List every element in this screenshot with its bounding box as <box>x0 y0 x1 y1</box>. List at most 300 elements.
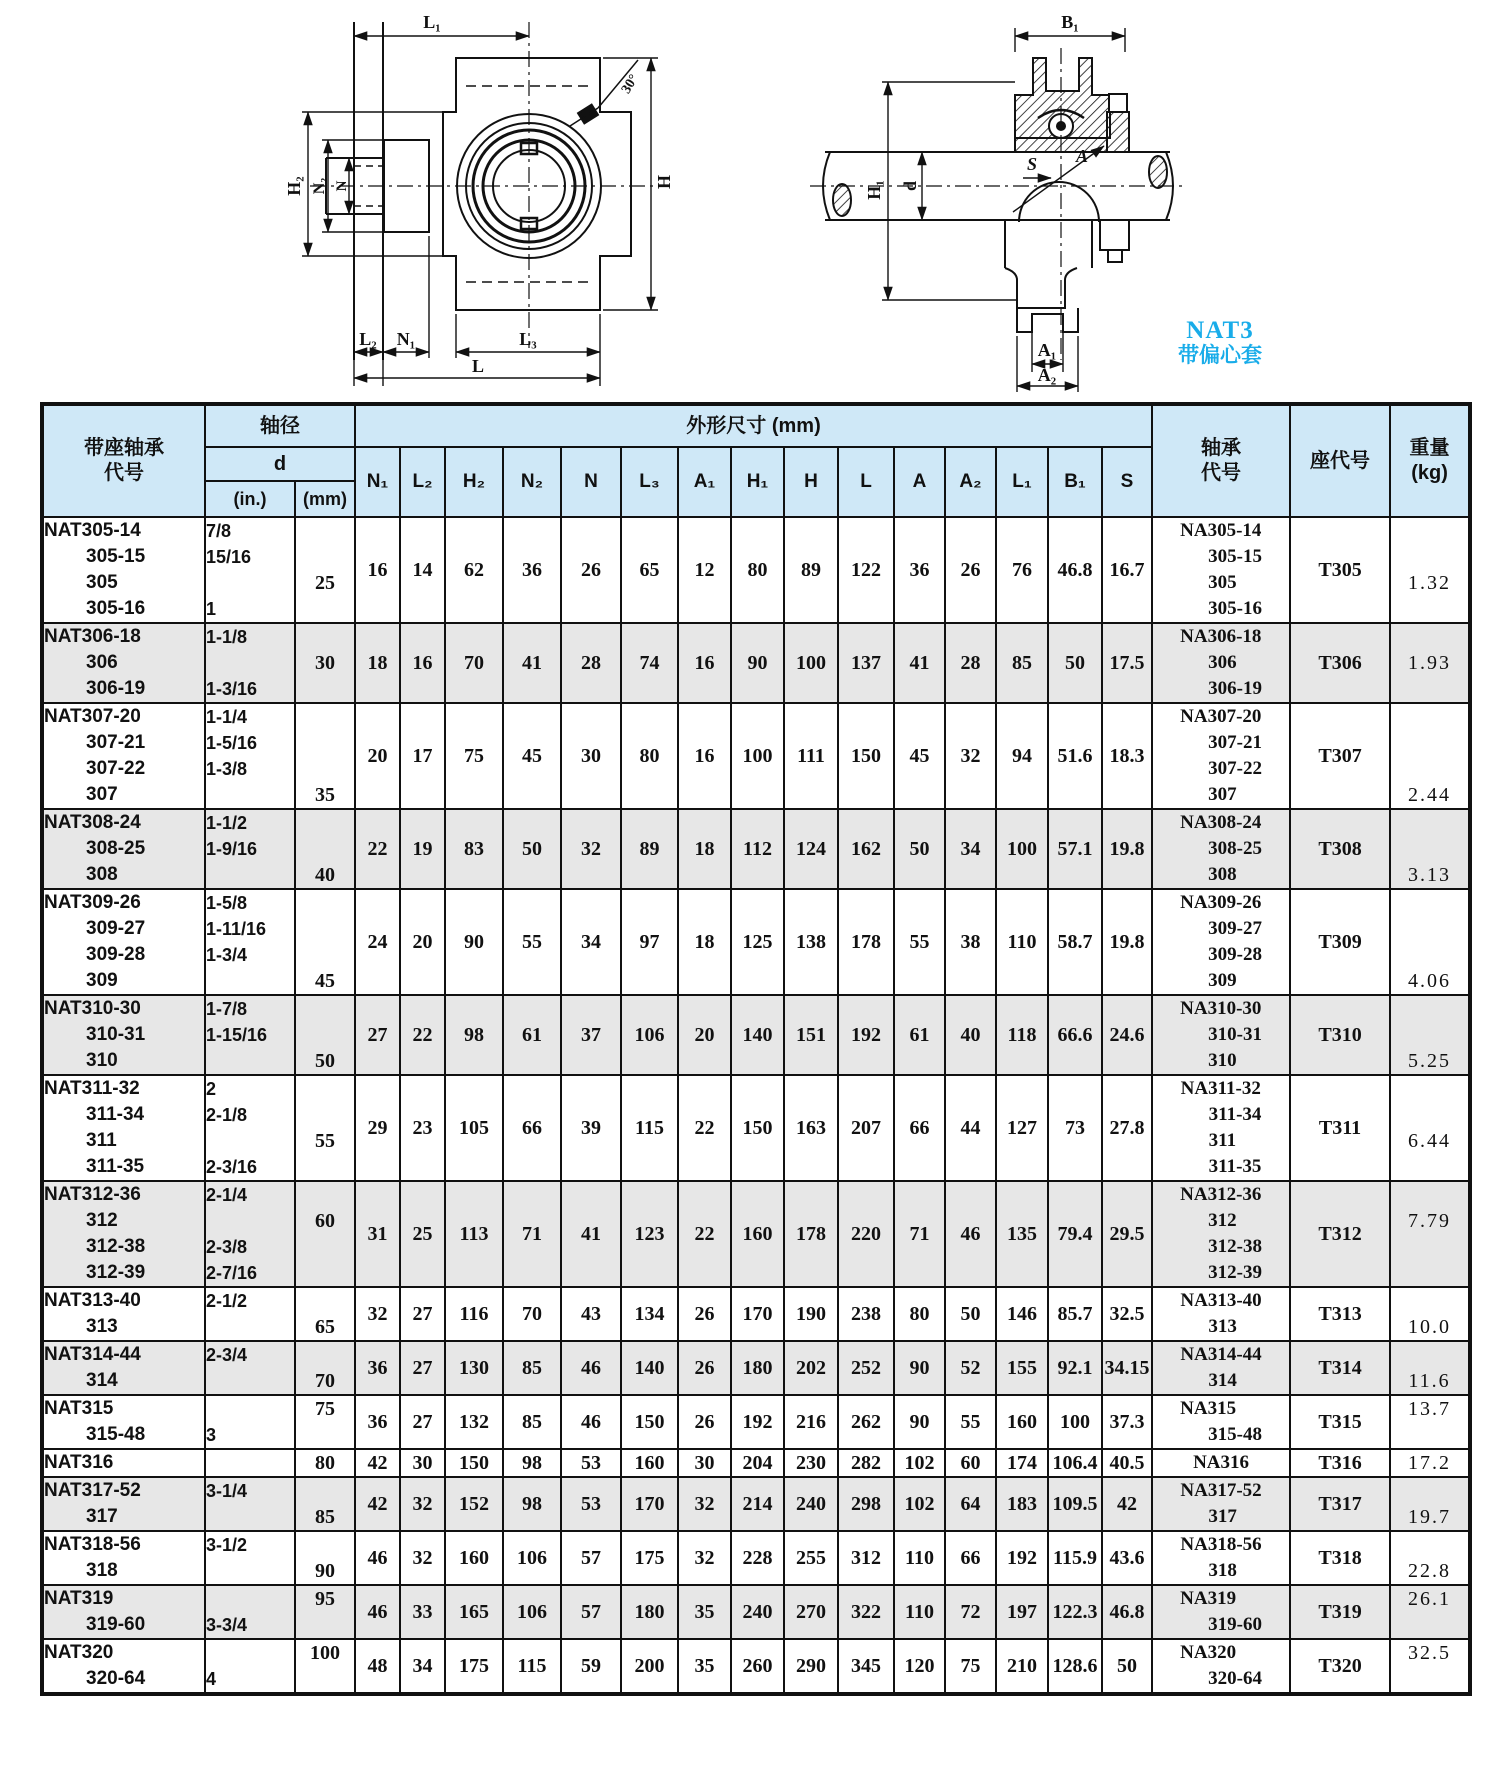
cell-line <box>206 650 294 676</box>
cell-line: NA316 <box>1193 1452 1250 1473</box>
cell-line: 319-60 <box>1208 1614 1262 1635</box>
cell-line: NA308-24 <box>1180 812 1262 833</box>
cell-line: NAT307-20 <box>44 706 141 727</box>
table-cell: 36 <box>894 517 945 623</box>
cell-line: 308-25 <box>86 838 146 859</box>
table-cell: 23 <box>400 1075 445 1181</box>
table-cell: 152 <box>445 1477 503 1531</box>
table-row <box>42 1341 1470 1395</box>
table-cell <box>1390 623 1470 703</box>
table-cell: 43.6 <box>1102 1531 1152 1585</box>
table-cell: 290 <box>784 1639 838 1694</box>
table-cell: 36 <box>503 517 561 623</box>
table-cell: 105 <box>445 1075 503 1181</box>
cell-line: NA313-40 <box>1180 1290 1262 1311</box>
table-cell <box>42 889 205 995</box>
cell-line <box>1391 1612 1468 1638</box>
table-cell: 216 <box>784 1395 838 1449</box>
cell-line: NA320 <box>1180 1642 1237 1663</box>
cell-line: 307-21 <box>1208 732 1262 753</box>
col-n1: N₁ <box>355 447 400 517</box>
table-cell: 72 <box>945 1585 996 1639</box>
cell-line: 100 <box>310 1642 340 1664</box>
table-cell: 110 <box>996 889 1048 995</box>
table-cell <box>42 1075 205 1181</box>
cell-line: 312-39 <box>86 1262 146 1283</box>
table-cell: 75 <box>945 1639 996 1694</box>
cell-line <box>1391 1288 1468 1314</box>
cell-line <box>296 704 354 730</box>
table-cell: 92.1 <box>1048 1341 1102 1395</box>
series-label <box>1178 318 1262 368</box>
cell-line <box>1391 1182 1468 1208</box>
table-cell: 32 <box>678 1477 731 1531</box>
table-cell: 16 <box>678 623 731 703</box>
col-l3: L₃ <box>621 447 678 517</box>
cell-line: 90 <box>315 1560 335 1582</box>
table-cell: 112 <box>731 809 784 889</box>
table-cell: T306 <box>1290 623 1390 703</box>
table-cell: 27 <box>400 1341 445 1395</box>
dim-label-a2: A₂ <box>1037 365 1057 385</box>
table-cell: 118 <box>996 995 1048 1075</box>
table-cell: T315 <box>1290 1395 1390 1449</box>
cell-line: 2-3/8 <box>206 1237 248 1257</box>
cell-line: 1-3/4 <box>206 945 248 965</box>
cell-line <box>296 1260 354 1286</box>
table-cell: 150 <box>621 1395 678 1449</box>
table-cell: 50 <box>1102 1639 1152 1694</box>
cell-line: 2-1/2 <box>206 1291 248 1311</box>
cell-line: 55 <box>315 1130 335 1152</box>
table-cell <box>42 1449 205 1477</box>
table-cell: 155 <box>996 1341 1048 1395</box>
cell-line: 313 <box>1208 1316 1237 1337</box>
table-cell: T316 <box>1290 1449 1390 1477</box>
table-cell <box>1152 1531 1290 1585</box>
table-cell: T305 <box>1290 517 1390 623</box>
table-cell: 27 <box>400 1395 445 1449</box>
cell-line <box>1391 1260 1468 1286</box>
table-cell: 106 <box>503 1531 561 1585</box>
table-cell: 228 <box>731 1531 784 1585</box>
table-cell: 16.7 <box>1102 517 1152 623</box>
table-cell: 122 <box>838 517 894 623</box>
table-cell: 53 <box>561 1477 621 1531</box>
cell-line <box>296 836 354 862</box>
col-weight-line2: (kg) <box>1411 462 1448 484</box>
cell-line: 314 <box>1208 1370 1237 1391</box>
cell-line <box>206 862 294 888</box>
table-cell: 106.4 <box>1048 1449 1102 1477</box>
table-cell <box>295 517 355 623</box>
cell-line: 311-34 <box>86 1104 145 1125</box>
cell-line: 318 <box>1208 1560 1237 1581</box>
table-cell: 45 <box>894 703 945 809</box>
table-row <box>42 703 1470 809</box>
table-cell: 26 <box>678 1287 731 1341</box>
table-cell: 150 <box>838 703 894 809</box>
cell-line: 312 <box>1208 1210 1237 1231</box>
table-cell <box>295 623 355 703</box>
table-cell: 85.7 <box>1048 1287 1102 1341</box>
table-cell: 59 <box>561 1639 621 1694</box>
col-bearing-code-line1: 轴承 <box>1201 437 1242 459</box>
table-cell: 32 <box>945 703 996 809</box>
table-cell: 57 <box>561 1531 621 1585</box>
cell-line <box>296 1478 354 1504</box>
table-cell: 66 <box>894 1075 945 1181</box>
table-cell: 26 <box>945 517 996 623</box>
table-cell: 46 <box>945 1181 996 1287</box>
col-part-code <box>42 404 205 517</box>
table-cell <box>205 1449 295 1477</box>
cell-line: 308-25 <box>1208 838 1262 859</box>
table-cell: 37 <box>561 995 621 1075</box>
table-cell <box>205 1477 295 1531</box>
cell-line <box>1391 942 1468 968</box>
table-cell: 175 <box>621 1531 678 1585</box>
table-cell: 90 <box>731 623 784 703</box>
cell-line <box>206 1048 294 1074</box>
cell-line: 17.2 <box>1408 1452 1452 1474</box>
cell-line: 3-1/4 <box>206 1481 248 1501</box>
cell-line: 3.13 <box>1408 864 1452 886</box>
cell-line: 320-64 <box>1208 1668 1262 1689</box>
table-cell: 127 <box>996 1075 1048 1181</box>
cell-line: NAT311-32 <box>44 1078 140 1099</box>
table-cell <box>1390 1449 1470 1477</box>
cell-line: 15/16 <box>206 547 252 567</box>
table-cell <box>1390 1287 1470 1341</box>
table-cell: 19.8 <box>1102 889 1152 995</box>
cell-line: 32.5 <box>1408 1642 1452 1664</box>
col-bearing-code-line2: 代号 <box>1201 462 1242 484</box>
cell-line: 1-9/16 <box>206 839 258 859</box>
table-cell: 115 <box>503 1639 561 1694</box>
table-cell: 66.6 <box>1048 995 1102 1075</box>
table-cell: 97 <box>621 889 678 995</box>
cell-line <box>1391 836 1468 862</box>
cell-line <box>206 1640 294 1666</box>
table-cell: 22 <box>678 1075 731 1181</box>
table-cell <box>295 1287 355 1341</box>
table-cell: 55 <box>894 889 945 995</box>
col-b1: B₁ <box>1048 447 1102 517</box>
table-cell: 38 <box>945 889 996 995</box>
table-row <box>42 1395 1470 1449</box>
table-cell: 100 <box>731 703 784 809</box>
table-cell: 137 <box>838 623 894 703</box>
cell-line: 1-1/8 <box>206 627 248 647</box>
table-cell <box>205 1075 295 1181</box>
table-cell: 39 <box>561 1075 621 1181</box>
table-cell <box>205 1531 295 1585</box>
table-cell <box>1390 1531 1470 1585</box>
cell-line: NAT317-52 <box>44 1480 141 1501</box>
cell-line: 65 <box>315 1316 335 1338</box>
table-cell <box>1152 1075 1290 1181</box>
col-n: N <box>561 447 621 517</box>
table-cell: 42 <box>1102 1477 1152 1531</box>
cell-line: NAT313-40 <box>44 1290 141 1311</box>
cell-line: 22.8 <box>1408 1560 1452 1582</box>
cell-line: 315-48 <box>86 1424 146 1445</box>
table-cell: 170 <box>731 1287 784 1341</box>
cell-line: 1-7/8 <box>206 999 248 1019</box>
cell-line <box>296 890 354 916</box>
table-cell <box>1152 1287 1290 1341</box>
table-cell <box>1152 517 1290 623</box>
cell-line <box>206 1586 294 1612</box>
table-cell: 202 <box>784 1341 838 1395</box>
cell-line: 308 <box>1208 864 1237 885</box>
table-cell <box>42 809 205 889</box>
table-cell: 200 <box>621 1639 678 1694</box>
table-cell: 55 <box>503 889 561 995</box>
dim-label-s: S <box>1026 154 1038 174</box>
col-bearing-code <box>1152 404 1290 517</box>
table-cell: 41 <box>894 623 945 703</box>
table-cell <box>295 889 355 995</box>
cell-line: 40 <box>315 864 335 886</box>
cell-line <box>1391 1422 1468 1448</box>
cell-line: 317 <box>86 1506 118 1527</box>
cell-line <box>296 916 354 942</box>
table-cell: 111 <box>784 703 838 809</box>
cell-line <box>296 1234 354 1260</box>
table-cell: 123 <box>621 1181 678 1287</box>
cell-line: 305-15 <box>86 546 146 567</box>
table-cell: 220 <box>838 1181 894 1287</box>
cell-line: 11.6 <box>1408 1370 1451 1392</box>
table-cell <box>205 1341 295 1395</box>
cell-line: 312-39 <box>1208 1262 1262 1283</box>
table-cell <box>1152 1395 1290 1449</box>
table-cell: 60 <box>945 1449 996 1477</box>
table-cell <box>295 1075 355 1181</box>
cell-line <box>206 1314 294 1340</box>
table-row <box>42 1639 1470 1694</box>
dim-label-h: H <box>654 174 674 190</box>
table-cell: 70 <box>445 623 503 703</box>
table-row <box>42 1287 1470 1341</box>
table-cell <box>42 703 205 809</box>
cell-line: 306-19 <box>86 678 146 699</box>
cell-line <box>1391 756 1468 782</box>
table-cell: 204 <box>731 1449 784 1477</box>
table-cell: 98 <box>503 1449 561 1477</box>
cell-line: 1-1/2 <box>206 813 248 833</box>
cell-line: 3-3/4 <box>206 1615 248 1635</box>
table-cell: 100 <box>1048 1395 1102 1449</box>
table-cell: 165 <box>445 1585 503 1639</box>
table-cell: 255 <box>784 1531 838 1585</box>
table-cell: 22 <box>400 995 445 1075</box>
table-cell: 28 <box>945 623 996 703</box>
series-subtitle: 带偏心套 <box>1178 344 1262 367</box>
table-row <box>42 1449 1470 1477</box>
col-part-code-line1: 带座轴承 <box>84 437 164 459</box>
table-cell: 120 <box>894 1639 945 1694</box>
cell-line: 305-16 <box>86 598 146 619</box>
table-cell <box>205 1395 295 1449</box>
cell-line <box>296 596 354 622</box>
table-cell <box>42 1531 205 1585</box>
table-cell: 252 <box>838 1341 894 1395</box>
table-cell: 61 <box>894 995 945 1075</box>
cell-line: 1-5/8 <box>206 893 248 913</box>
cell-line <box>1391 518 1468 544</box>
table-cell: T313 <box>1290 1287 1390 1341</box>
cell-line: 50 <box>315 1050 335 1072</box>
dim-label-l1: L₁ <box>423 12 441 32</box>
table-cell: 46 <box>355 1585 400 1639</box>
table-cell: 26 <box>678 1341 731 1395</box>
col-l2: L₂ <box>400 447 445 517</box>
table-cell: 100 <box>996 809 1048 889</box>
table-cell: 80 <box>894 1287 945 1341</box>
cell-line: NAT308-24 <box>44 812 141 833</box>
table-cell <box>1152 889 1290 995</box>
cell-line: 309-27 <box>1208 918 1262 939</box>
table-row <box>42 1181 1470 1287</box>
cell-line: 305-15 <box>1208 546 1262 567</box>
table-cell: 46 <box>355 1531 400 1585</box>
cell-line: 309-28 <box>1208 944 1262 965</box>
table-row <box>42 517 1470 623</box>
table-cell: 16 <box>355 517 400 623</box>
cell-line: 318 <box>86 1560 118 1581</box>
cell-line <box>1391 1342 1468 1368</box>
table-cell: 36 <box>355 1395 400 1449</box>
cell-line: NAT320 <box>44 1642 114 1663</box>
table-cell <box>295 995 355 1075</box>
cell-line: 310 <box>1208 1050 1237 1071</box>
table-cell: 52 <box>945 1341 996 1395</box>
cell-line: NA312-36 <box>1180 1184 1262 1205</box>
table-cell <box>1390 809 1470 889</box>
cell-line <box>1391 1076 1468 1102</box>
table-cell: 26 <box>678 1395 731 1449</box>
cell-line: NAT316 <box>44 1452 114 1473</box>
table-cell: 46.8 <box>1102 1585 1152 1639</box>
table-cell: 53 <box>561 1449 621 1477</box>
cell-line: 2-7/16 <box>206 1263 258 1283</box>
table-cell: 19.8 <box>1102 809 1152 889</box>
table-cell <box>205 1287 295 1341</box>
table-cell: T311 <box>1290 1075 1390 1181</box>
table-cell <box>295 1585 355 1639</box>
table-cell: 116 <box>445 1287 503 1341</box>
table-cell: 71 <box>894 1181 945 1287</box>
table-cell: 41 <box>503 623 561 703</box>
cell-line: 311-35 <box>1208 1156 1262 1177</box>
col-h: H <box>784 447 838 517</box>
table-cell: 12 <box>678 517 731 623</box>
col-d: d <box>205 447 355 481</box>
table-cell: 151 <box>784 995 838 1075</box>
table-cell: 124 <box>784 809 838 889</box>
table-cell: 18.3 <box>1102 703 1152 809</box>
dim-label-d: d <box>900 180 920 192</box>
table-cell: 163 <box>784 1075 838 1181</box>
table-cell: 102 <box>894 1477 945 1531</box>
cell-line: NA306-18 <box>1180 626 1262 647</box>
table-cell: 66 <box>945 1531 996 1585</box>
table-cell: 183 <box>996 1477 1048 1531</box>
table-cell <box>205 889 295 995</box>
table-cell: 32 <box>561 809 621 889</box>
cell-line: 1 <box>206 599 217 619</box>
table-cell: T314 <box>1290 1341 1390 1395</box>
side-view-drawing <box>770 0 1200 400</box>
table-cell: 57 <box>561 1585 621 1639</box>
table-row <box>42 995 1470 1075</box>
table-cell: 178 <box>838 889 894 995</box>
table-cell: 64 <box>945 1477 996 1531</box>
cell-line <box>206 1504 294 1530</box>
table-cell: 20 <box>400 889 445 995</box>
table-cell: 100 <box>784 623 838 703</box>
table-cell: 34 <box>945 809 996 889</box>
cell-line: 1-3/16 <box>206 679 258 699</box>
table-cell <box>1152 623 1290 703</box>
technical-drawings <box>0 0 1512 400</box>
table-row <box>42 889 1470 995</box>
cell-line: 307 <box>1208 784 1237 805</box>
table-cell: 298 <box>838 1477 894 1531</box>
table-cell: 29 <box>355 1075 400 1181</box>
table-cell: 192 <box>996 1531 1048 1585</box>
table-cell: 89 <box>621 809 678 889</box>
table-cell: 85 <box>503 1395 561 1449</box>
table-cell: 26 <box>561 517 621 623</box>
cell-line <box>296 1076 354 1102</box>
cell-line: 1-1/4 <box>206 707 248 727</box>
table-cell: 32.5 <box>1102 1287 1152 1341</box>
table-cell <box>295 1639 355 1694</box>
cell-line: 2-1/8 <box>206 1105 248 1125</box>
cell-line: 2.44 <box>1408 784 1452 806</box>
table-cell: 113 <box>445 1181 503 1287</box>
table-cell <box>205 703 295 809</box>
cell-line: 7.79 <box>1408 1210 1452 1232</box>
table-cell: 14 <box>400 517 445 623</box>
cell-line: NAT318-56 <box>44 1534 141 1555</box>
table-cell: 55 <box>945 1395 996 1449</box>
col-h2: H₂ <box>445 447 503 517</box>
cell-line: 310 <box>86 1050 118 1071</box>
table-cell: 65 <box>621 517 678 623</box>
cell-line <box>296 1612 354 1638</box>
cell-line <box>1391 704 1468 730</box>
col-s: S <box>1102 447 1152 517</box>
cell-line: 311-34 <box>1208 1104 1262 1125</box>
cell-line: 6.44 <box>1408 1130 1452 1152</box>
table-cell: 106 <box>503 1585 561 1639</box>
cell-line: 314 <box>86 1370 118 1391</box>
table-cell: 74 <box>621 623 678 703</box>
cell-line: 35 <box>315 784 335 806</box>
table-cell: 240 <box>784 1477 838 1531</box>
table-cell: 57.1 <box>1048 809 1102 889</box>
cell-line: 306 <box>1208 652 1237 673</box>
cell-line <box>1391 1666 1468 1692</box>
table-cell <box>1390 1181 1470 1287</box>
cell-line: 306 <box>86 652 118 673</box>
cell-line: 1-3/8 <box>206 759 248 779</box>
